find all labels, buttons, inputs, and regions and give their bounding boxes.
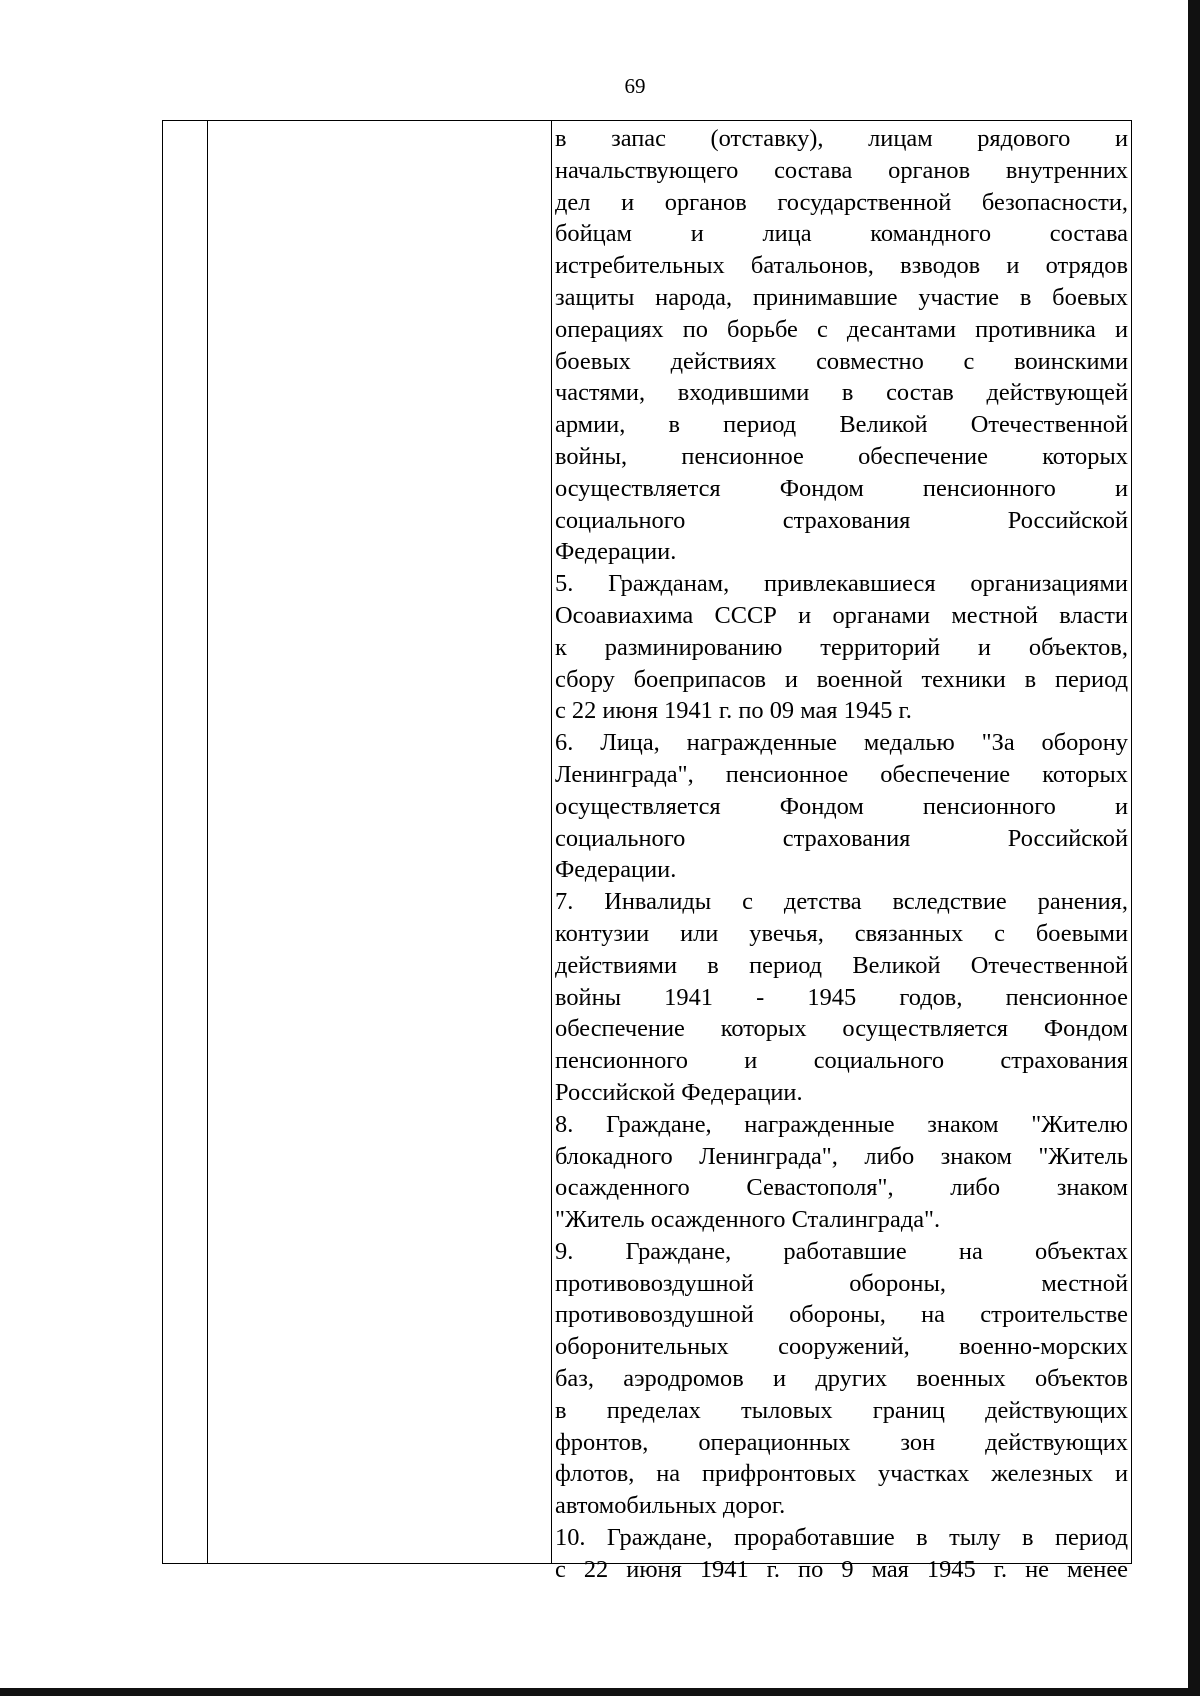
text-line: оборонительных сооружений, военно-морских — [555, 1333, 1128, 1361]
text-line: флотов, на прифронтовых участках железных и — [555, 1460, 1128, 1488]
text-line: сбору боеприпасов и военной техники в период — [555, 665, 1128, 693]
text-line: 8. Граждане, награжденные знаком "Жителю — [555, 1110, 1128, 1138]
text-line: боевых действиях совместно с воинскими — [555, 347, 1128, 375]
text-line: "Житель осажденного Сталинграда". — [555, 1206, 941, 1234]
text-line: автомобильных дорог. — [555, 1492, 786, 1520]
text-line: операциях по борьбе с десантами противника и — [555, 315, 1128, 343]
text-line: противовоздушной обороны, на строительстве — [555, 1301, 1128, 1329]
text-line: начальствующего состава органов внутренних — [555, 156, 1128, 184]
text-line: контузии или увечья, связанных с боевыми — [555, 919, 1128, 947]
text-line: Федерации. — [555, 538, 677, 566]
scan-edge-right — [1188, 0, 1200, 1696]
column-divider-2 — [551, 121, 552, 1563]
text-line: истребительных батальонов, взводов и отрядов — [555, 252, 1128, 280]
text-line: 5. Гражданам, привлекавшиеся организациями — [555, 570, 1128, 598]
text-line: 10. Граждане, проработавшие в тылу в период — [555, 1524, 1128, 1552]
text-line: Федерации. — [555, 856, 677, 884]
text-line: баз, аэродромов и других военных объектов — [555, 1365, 1128, 1393]
text-line: фронтов, операционных зон действующих — [555, 1428, 1128, 1456]
text-line: социального страхования Российской — [555, 506, 1128, 534]
text-line: осуществляется Фондом пенсионного и — [555, 792, 1128, 820]
document-table — [162, 120, 1132, 1583]
text-line: к разминированию территорий и объектов, — [555, 633, 1128, 661]
table-cell-text — [555, 123, 1128, 1586]
text-line: осажденного Севастополя", либо знаком — [555, 1174, 1128, 1202]
text-line: в запас (отставку), лицам рядового и — [555, 125, 1128, 152]
text-line: частями, входившими в состав действующей — [555, 379, 1128, 407]
text-line: осуществляется Фондом пенсионного и — [555, 474, 1128, 502]
text-line: социального страхования Российской — [555, 824, 1128, 852]
text-line: 9. Граждане, работавшие на объектах — [555, 1237, 1128, 1265]
text-line: блокадного Ленинграда", либо знаком "Житель — [555, 1142, 1128, 1170]
column-divider-1 — [207, 121, 208, 1563]
text-line: Осоавиахима СССР и органами местной власти — [555, 601, 1128, 629]
text-line: войны 1941 - 1945 годов, пенсионное — [555, 983, 1128, 1011]
text-line: войны, пенсионное обеспечение которых — [555, 442, 1128, 470]
text-line: защиты народа, принимавшие участие в боевых — [555, 283, 1128, 311]
scan-edge-bottom — [0, 1688, 1200, 1696]
text-line: с 22 июня 1941 г. по 09 мая 1945 г. — [555, 697, 912, 725]
text-line: бойцам и лица командного состава — [555, 220, 1128, 248]
text-line: армии, в период Великой Отечественной — [555, 411, 1128, 439]
text-line: Ленинграда", пенсионное обеспечение которых — [555, 760, 1128, 788]
text-line: пенсионного и социального страхования — [555, 1047, 1128, 1075]
text-line: в пределах тыловых границ действующих — [555, 1396, 1128, 1424]
text-line: Российской Федерации. — [555, 1078, 803, 1106]
text-line: 7. Инвалиды с детства вследствие ранения, — [555, 888, 1128, 916]
text-line: с 22 июня 1941 г. по 9 мая 1945 г. не менее — [555, 1555, 1128, 1583]
page-number: 69 — [624, 74, 646, 98]
text-line: 6. Лица, награжденные медалью "За оборону — [555, 729, 1128, 757]
text-line: противовоздушной обороны, местной — [555, 1269, 1128, 1297]
text-line: дел и органов государственной безопасности, — [555, 188, 1128, 216]
text-line: действиями в период Великой Отечественной — [555, 951, 1128, 979]
text-line: обеспечение которых осуществляется Фондом — [555, 1015, 1128, 1043]
